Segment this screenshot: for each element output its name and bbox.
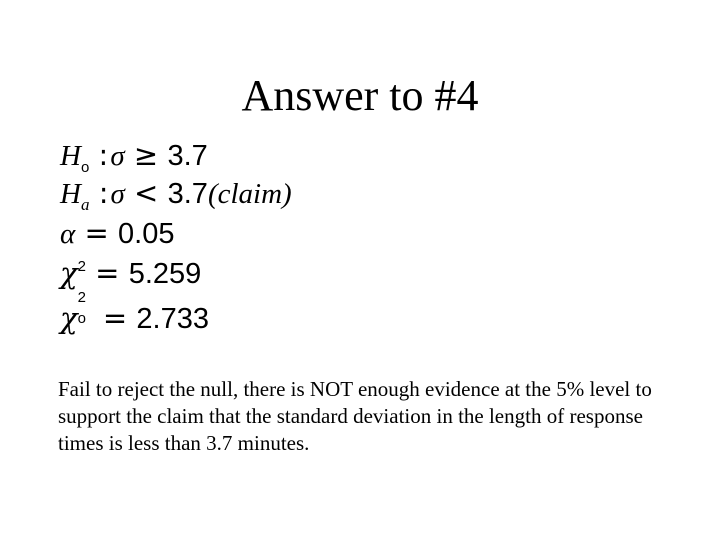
chi-crit-symbol: χ xyxy=(60,301,78,335)
ha-symbol: H xyxy=(60,178,81,210)
alpha-value: 0.05 xyxy=(118,218,175,250)
slide-title: Answer to #4 xyxy=(241,71,479,120)
h0-symbol: H xyxy=(60,140,81,172)
h0-relation: ≥ xyxy=(133,138,159,172)
ha-subscript: a xyxy=(80,195,90,214)
chi-crit-superscript: 2 xyxy=(77,289,86,306)
ha-value: 3.7 xyxy=(167,178,208,210)
h0-param: σ xyxy=(110,140,125,172)
h0-subscript: o xyxy=(80,159,90,176)
alternative-hypothesis-line xyxy=(60,176,292,214)
chi-square-critical-line xyxy=(60,289,209,335)
chi-symbol: χ xyxy=(60,256,78,290)
ha-param: σ xyxy=(110,178,125,210)
alpha-line xyxy=(60,216,175,250)
h0-value: 3.7 xyxy=(167,140,208,172)
chi-crit-relation: = xyxy=(102,301,128,335)
chi-crit-subscript: o xyxy=(77,310,86,327)
conclusion-text: Fail to reject the null, there is NOT enough evidence at the 5% level to support the claim that the standard deviation in the length of response times is less than 3.7 minutes. xyxy=(58,377,652,455)
chi-square-statistic-line xyxy=(60,256,201,290)
alpha-relation: = xyxy=(84,216,109,250)
hypothesis-block xyxy=(60,138,460,338)
chi-relation: = xyxy=(95,256,120,290)
alpha-symbol: α xyxy=(60,218,76,250)
chi-superscript: 2 xyxy=(77,258,86,275)
chi-value: 5.259 xyxy=(128,258,202,290)
ha-separator: : xyxy=(98,176,109,210)
chi-crit-scripts xyxy=(77,289,94,328)
ha-note: (claim) xyxy=(207,178,292,210)
chi-crit-value: 2.733 xyxy=(136,303,209,335)
null-hypothesis-line xyxy=(60,138,208,176)
h0-separator: : xyxy=(98,138,109,172)
ha-relation: < xyxy=(134,176,159,210)
